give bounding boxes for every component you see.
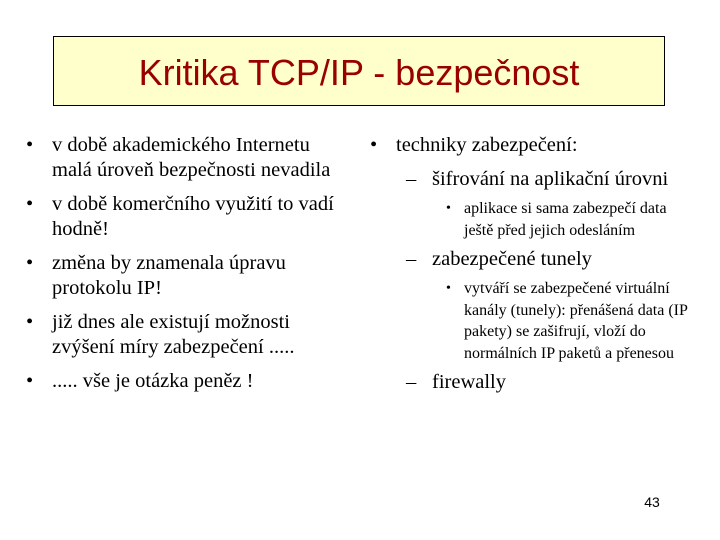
sub-sub-item xyxy=(368,278,698,364)
dash-marker: – xyxy=(406,248,417,270)
bullet-marker: • xyxy=(26,193,34,215)
right-bullet-list xyxy=(368,133,698,158)
sub-item-text: šifrování na aplikační úrovni xyxy=(432,168,669,190)
dash-marker: – xyxy=(406,371,417,393)
list-item xyxy=(24,310,354,360)
page-number: 43 xyxy=(644,494,660,510)
sub-sub-item-text: aplikace si sama zabezpečí data ještě před jejich odesláním xyxy=(464,200,667,239)
sub-item xyxy=(368,370,698,395)
dash-marker: – xyxy=(406,168,417,190)
sub-item-text: zabezpečené tunely xyxy=(432,248,592,270)
bullet-text: techniky zabezpečení: xyxy=(396,134,578,156)
title-box xyxy=(53,36,665,106)
left-bullet-list xyxy=(24,133,354,394)
sub-item xyxy=(368,167,698,192)
left-column xyxy=(24,133,354,403)
sub-item-text: firewally xyxy=(432,371,506,393)
bullet-marker: • xyxy=(446,201,451,216)
bullet-marker: • xyxy=(446,281,451,296)
bullet-marker: • xyxy=(26,252,34,274)
slide-title: Kritika TCP/IP - bezpečnost xyxy=(138,52,580,93)
bullet-marker: • xyxy=(26,370,34,392)
bullet-text: již dnes ale existují možnosti zvýšení míry zabezpečení ..... xyxy=(52,311,295,358)
sub-sub-item-text: vytváří se zabezpečené virtuální kanály (tunely): přenášená data (IP pakety) se zašifrují, vloží do normálních IP paketů a přenesou xyxy=(464,280,688,362)
bullet-marker: • xyxy=(370,134,378,156)
list-item xyxy=(24,369,354,394)
bullet-marker: • xyxy=(26,134,34,156)
sub-sub-item xyxy=(368,198,698,241)
list-item xyxy=(24,133,354,183)
list-item xyxy=(368,133,698,158)
bullet-text: změna by znamenala úpravu protokolu IP! xyxy=(52,252,286,299)
list-item xyxy=(24,251,354,301)
sub-item xyxy=(368,247,698,272)
bullet-text: v době komerčního využití to vadí hodně! xyxy=(52,193,334,240)
list-item xyxy=(24,192,354,242)
right-column xyxy=(368,133,698,395)
bullet-marker: • xyxy=(26,311,34,333)
bullet-text: v době akademického Internetu malá úroveň bezpečnosti nevadila xyxy=(52,134,331,181)
bullet-text: ..... vše je otázka peněz ! xyxy=(52,370,254,392)
